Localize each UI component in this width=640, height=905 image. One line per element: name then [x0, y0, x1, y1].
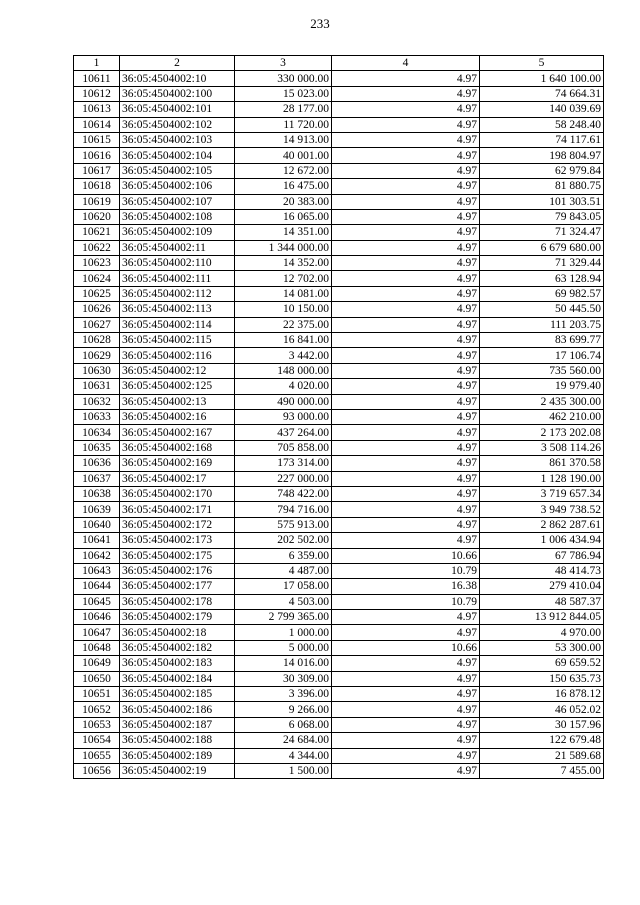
cadastral-number-cell: 36:05:4504002:108 [120, 209, 235, 224]
rate-cell: 4.97 [332, 348, 480, 363]
cadastral-number-cell: 36:05:4504002:106 [120, 179, 235, 194]
cadastral-number-cell: 36:05:4504002:182 [120, 640, 235, 655]
area-cell: 30 309.00 [235, 671, 332, 686]
rate-cell: 4.97 [332, 486, 480, 501]
header-cell-col4: 4 [332, 56, 480, 71]
value-cell: 74 664.31 [480, 86, 604, 101]
row-number-cell: 10625 [74, 286, 120, 301]
value-cell: 150 635.73 [480, 671, 604, 686]
row-number-cell: 10612 [74, 86, 120, 101]
rate-cell: 4.97 [332, 409, 480, 424]
area-cell: 490 000.00 [235, 394, 332, 409]
value-cell: 279 410.04 [480, 579, 604, 594]
table-row [74, 502, 604, 517]
cadastral-number-cell: 36:05:4504002:177 [120, 579, 235, 594]
cadastral-number-cell: 36:05:4504002:19 [120, 763, 235, 778]
value-cell: 6 679 680.00 [480, 240, 604, 255]
value-cell: 3 949 738.52 [480, 502, 604, 517]
rate-cell: 4.97 [332, 148, 480, 163]
rate-cell: 4.97 [332, 517, 480, 532]
table-row [74, 71, 604, 86]
row-number-cell: 10629 [74, 348, 120, 363]
value-cell: 67 786.94 [480, 548, 604, 563]
row-number-cell: 10631 [74, 379, 120, 394]
row-number-cell: 10647 [74, 625, 120, 640]
value-cell: 140 039.69 [480, 102, 604, 117]
rate-cell: 4.97 [332, 333, 480, 348]
row-number-cell: 10633 [74, 409, 120, 424]
row-number-cell: 10656 [74, 763, 120, 778]
value-cell: 2 435 300.00 [480, 394, 604, 409]
cadastral-number-cell: 36:05:4504002:168 [120, 440, 235, 455]
rate-cell: 4.97 [332, 687, 480, 702]
rate-cell: 4.97 [332, 117, 480, 132]
table-row [74, 240, 604, 255]
rate-cell: 10.79 [332, 594, 480, 609]
table-row [74, 440, 604, 455]
value-cell: 50 445.50 [480, 302, 604, 317]
rate-cell: 4.97 [332, 440, 480, 455]
rate-cell: 4.97 [332, 271, 480, 286]
rate-cell: 10.79 [332, 563, 480, 578]
row-number-cell: 10627 [74, 317, 120, 332]
cadastral-number-cell: 36:05:4504002:185 [120, 687, 235, 702]
table-row [74, 563, 604, 578]
area-cell: 705 858.00 [235, 440, 332, 455]
table-row [74, 286, 604, 301]
area-cell: 173 314.00 [235, 456, 332, 471]
row-number-cell: 10642 [74, 548, 120, 563]
cadastral-number-cell: 36:05:4504002:103 [120, 132, 235, 147]
value-cell: 122 679.48 [480, 733, 604, 748]
cadastral-number-cell: 36:05:4504002:104 [120, 148, 235, 163]
cadastral-number-cell: 36:05:4504002:125 [120, 379, 235, 394]
cadastral-number-cell: 36:05:4504002:167 [120, 425, 235, 440]
area-cell: 575 913.00 [235, 517, 332, 532]
cadastral-number-cell: 36:05:4504002:173 [120, 533, 235, 548]
area-cell: 5 000.00 [235, 640, 332, 655]
row-number-cell: 10614 [74, 117, 120, 132]
row-number-cell: 10645 [74, 594, 120, 609]
rate-cell: 16.38 [332, 579, 480, 594]
row-number-cell: 10649 [74, 656, 120, 671]
row-number-cell: 10635 [74, 440, 120, 455]
table-row [74, 86, 604, 101]
table-row [74, 733, 604, 748]
table-row [74, 194, 604, 209]
area-cell: 40 001.00 [235, 148, 332, 163]
cadastral-number-cell: 36:05:4504002:101 [120, 102, 235, 117]
value-cell: 53 300.00 [480, 640, 604, 655]
table-header [74, 56, 604, 71]
cadastral-number-cell: 36:05:4504002:183 [120, 656, 235, 671]
value-cell: 861 370.58 [480, 456, 604, 471]
area-cell: 10 150.00 [235, 302, 332, 317]
row-number-cell: 10628 [74, 333, 120, 348]
table-row [74, 717, 604, 732]
cadastral-number-cell: 36:05:4504002:111 [120, 271, 235, 286]
area-cell: 1 500.00 [235, 763, 332, 778]
page-number: 233 [310, 16, 330, 31]
table-row [74, 102, 604, 117]
cadastral-number-cell: 36:05:4504002:107 [120, 194, 235, 209]
row-number-cell: 10617 [74, 163, 120, 178]
rate-cell: 4.97 [332, 256, 480, 271]
cadastral-number-cell: 36:05:4504002:17 [120, 471, 235, 486]
rate-cell: 10.66 [332, 548, 480, 563]
value-cell: 1 006 434.94 [480, 533, 604, 548]
rate-cell: 4.97 [332, 717, 480, 732]
value-cell: 16 878.12 [480, 687, 604, 702]
rate-cell: 4.97 [332, 71, 480, 86]
table-row [74, 625, 604, 640]
row-number-cell: 10611 [74, 71, 120, 86]
table-row [74, 302, 604, 317]
area-cell: 6 068.00 [235, 717, 332, 732]
area-cell: 14 913.00 [235, 132, 332, 147]
area-cell: 4 344.00 [235, 748, 332, 763]
row-number-cell: 10634 [74, 425, 120, 440]
row-number-cell: 10644 [74, 579, 120, 594]
cadastral-number-cell: 36:05:4504002:172 [120, 517, 235, 532]
cadastral-number-cell: 36:05:4504002:13 [120, 394, 235, 409]
rate-cell: 4.97 [332, 533, 480, 548]
area-cell: 4 487.00 [235, 563, 332, 578]
cadastral-number-cell: 36:05:4504002:169 [120, 456, 235, 471]
rate-cell: 4.97 [332, 610, 480, 625]
value-cell: 46 052.02 [480, 702, 604, 717]
row-number-cell: 10619 [74, 194, 120, 209]
rate-cell: 4.97 [332, 86, 480, 101]
area-cell: 93 000.00 [235, 409, 332, 424]
rate-cell: 4.97 [332, 456, 480, 471]
rate-cell: 4.97 [332, 625, 480, 640]
rate-cell: 4.97 [332, 225, 480, 240]
cadastral-number-cell: 36:05:4504002:102 [120, 117, 235, 132]
value-cell: 62 979.84 [480, 163, 604, 178]
table-row [74, 702, 604, 717]
rate-cell: 4.97 [332, 733, 480, 748]
rate-cell: 4.97 [332, 163, 480, 178]
value-cell: 735 560.00 [480, 363, 604, 378]
table-row [74, 409, 604, 424]
table-row [74, 533, 604, 548]
row-number-cell: 10653 [74, 717, 120, 732]
value-cell: 2 862 287.61 [480, 517, 604, 532]
area-cell: 14 352.00 [235, 256, 332, 271]
cadastral-number-cell: 36:05:4504002:189 [120, 748, 235, 763]
value-cell: 4 970.00 [480, 625, 604, 640]
value-cell: 19 979.40 [480, 379, 604, 394]
value-cell: 13 912 844.05 [480, 610, 604, 625]
cadastral-number-cell: 36:05:4504002:114 [120, 317, 235, 332]
area-cell: 4 020.00 [235, 379, 332, 394]
cadastral-number-cell: 36:05:4504002:188 [120, 733, 235, 748]
area-cell: 6 359.00 [235, 548, 332, 563]
rate-cell: 4.97 [332, 502, 480, 517]
table-body [74, 71, 604, 779]
value-cell: 198 804.97 [480, 148, 604, 163]
row-number-cell: 10652 [74, 702, 120, 717]
table-row [74, 656, 604, 671]
table-row [74, 610, 604, 625]
rate-cell: 4.97 [332, 194, 480, 209]
area-cell: 227 000.00 [235, 471, 332, 486]
row-number-cell: 10623 [74, 256, 120, 271]
value-cell: 48 587.37 [480, 594, 604, 609]
area-cell: 14 081.00 [235, 286, 332, 301]
table-row [74, 486, 604, 501]
row-number-cell: 10622 [74, 240, 120, 255]
table-row [74, 271, 604, 286]
table-row [74, 256, 604, 271]
rate-cell: 4.97 [332, 286, 480, 301]
cadastral-number-cell: 36:05:4504002:115 [120, 333, 235, 348]
area-cell: 16 841.00 [235, 333, 332, 348]
area-cell: 20 383.00 [235, 194, 332, 209]
value-cell: 81 880.75 [480, 179, 604, 194]
area-cell: 12 672.00 [235, 163, 332, 178]
rate-cell: 4.97 [332, 363, 480, 378]
area-cell: 22 375.00 [235, 317, 332, 332]
row-number-cell: 10618 [74, 179, 120, 194]
table-row [74, 548, 604, 563]
table-row [74, 163, 604, 178]
cadastral-number-cell: 36:05:4504002:110 [120, 256, 235, 271]
value-cell: 69 982.57 [480, 286, 604, 301]
area-cell: 16 475.00 [235, 179, 332, 194]
rate-cell: 4.97 [332, 656, 480, 671]
cadastral-number-cell: 36:05:4504002:179 [120, 610, 235, 625]
rate-cell: 4.97 [332, 102, 480, 117]
table-row [74, 148, 604, 163]
value-cell: 21 589.68 [480, 748, 604, 763]
row-number-cell: 10655 [74, 748, 120, 763]
value-cell: 71 329.44 [480, 256, 604, 271]
table-row [74, 671, 604, 686]
area-cell: 202 502.00 [235, 533, 332, 548]
value-cell: 71 324.47 [480, 225, 604, 240]
data-table [73, 55, 604, 779]
area-cell: 1 344 000.00 [235, 240, 332, 255]
area-cell: 3 442.00 [235, 348, 332, 363]
header-cell-col3: 3 [235, 56, 332, 71]
table-row [74, 456, 604, 471]
value-cell: 1 128 190.00 [480, 471, 604, 486]
area-cell: 437 264.00 [235, 425, 332, 440]
row-number-cell: 10641 [74, 533, 120, 548]
rate-cell: 4.97 [332, 748, 480, 763]
area-cell: 148 000.00 [235, 363, 332, 378]
value-cell: 2 173 202.08 [480, 425, 604, 440]
table-row [74, 209, 604, 224]
area-cell: 17 058.00 [235, 579, 332, 594]
cadastral-number-cell: 36:05:4504002:109 [120, 225, 235, 240]
header-cell-col1: 1 [74, 56, 120, 71]
table-row [74, 425, 604, 440]
cadastral-number-cell: 36:05:4504002:113 [120, 302, 235, 317]
cadastral-number-cell: 36:05:4504002:170 [120, 486, 235, 501]
value-cell: 74 117.61 [480, 132, 604, 147]
row-number-cell: 10632 [74, 394, 120, 409]
row-number-cell: 10613 [74, 102, 120, 117]
value-cell: 3 508 114.26 [480, 440, 604, 455]
area-cell: 3 396.00 [235, 687, 332, 702]
cadastral-number-cell: 36:05:4504002:178 [120, 594, 235, 609]
area-cell: 11 720.00 [235, 117, 332, 132]
cadastral-number-cell: 36:05:4504002:112 [120, 286, 235, 301]
row-number-cell: 10620 [74, 209, 120, 224]
table-row [74, 687, 604, 702]
header-cell-col5: 5 [480, 56, 604, 71]
cadastral-number-cell: 36:05:4504002:184 [120, 671, 235, 686]
cadastral-number-cell: 36:05:4504002:175 [120, 548, 235, 563]
value-cell: 83 699.77 [480, 333, 604, 348]
row-number-cell: 10640 [74, 517, 120, 532]
value-cell: 3 719 657.34 [480, 486, 604, 501]
rate-cell: 4.97 [332, 302, 480, 317]
cadastral-number-cell: 36:05:4504002:186 [120, 702, 235, 717]
area-cell: 15 023.00 [235, 86, 332, 101]
row-number-cell: 10615 [74, 132, 120, 147]
table-row [74, 317, 604, 332]
cadastral-number-cell: 36:05:4504002:16 [120, 409, 235, 424]
table-row [74, 348, 604, 363]
table-row [74, 132, 604, 147]
row-number-cell: 10621 [74, 225, 120, 240]
cadastral-number-cell: 36:05:4504002:171 [120, 502, 235, 517]
row-number-cell: 10651 [74, 687, 120, 702]
row-number-cell: 10630 [74, 363, 120, 378]
area-cell: 12 702.00 [235, 271, 332, 286]
area-cell: 14 016.00 [235, 656, 332, 671]
area-cell: 4 503.00 [235, 594, 332, 609]
table-row [74, 579, 604, 594]
rate-cell: 4.97 [332, 394, 480, 409]
row-number-cell: 10639 [74, 502, 120, 517]
table-row [74, 379, 604, 394]
rate-cell: 4.97 [332, 179, 480, 194]
table-row [74, 225, 604, 240]
area-cell: 330 000.00 [235, 71, 332, 86]
value-cell: 101 303.51 [480, 194, 604, 209]
row-number-cell: 10638 [74, 486, 120, 501]
row-number-cell: 10654 [74, 733, 120, 748]
area-cell: 1 000.00 [235, 625, 332, 640]
area-cell: 14 351.00 [235, 225, 332, 240]
rate-cell: 4.97 [332, 317, 480, 332]
rate-cell: 4.97 [332, 379, 480, 394]
table-row [74, 333, 604, 348]
row-number-cell: 10646 [74, 610, 120, 625]
rate-cell: 4.97 [332, 240, 480, 255]
cadastral-number-cell: 36:05:4504002:187 [120, 717, 235, 732]
rate-cell: 4.97 [332, 702, 480, 717]
area-cell: 24 684.00 [235, 733, 332, 748]
value-cell: 462 210.00 [480, 409, 604, 424]
row-number-cell: 10636 [74, 456, 120, 471]
rate-cell: 10.66 [332, 640, 480, 655]
cadastral-number-cell: 36:05:4504002:18 [120, 625, 235, 640]
area-cell: 28 177.00 [235, 102, 332, 117]
value-cell: 63 128.94 [480, 271, 604, 286]
value-cell: 1 640 100.00 [480, 71, 604, 86]
area-cell: 2 799 365.00 [235, 610, 332, 625]
header-cell-col2: 2 [120, 56, 235, 71]
rate-cell: 4.97 [332, 132, 480, 147]
table-row [74, 394, 604, 409]
value-cell: 69 659.52 [480, 656, 604, 671]
cadastral-number-cell: 36:05:4504002:100 [120, 86, 235, 101]
value-cell: 58 248.40 [480, 117, 604, 132]
area-cell: 9 266.00 [235, 702, 332, 717]
row-number-cell: 10648 [74, 640, 120, 655]
cadastral-number-cell: 36:05:4504002:12 [120, 363, 235, 378]
table-row [74, 748, 604, 763]
table-row [74, 517, 604, 532]
value-cell: 111 203.75 [480, 317, 604, 332]
row-number-cell: 10637 [74, 471, 120, 486]
row-number-cell: 10616 [74, 148, 120, 163]
cadastral-number-cell: 36:05:4504002:116 [120, 348, 235, 363]
table-row [74, 763, 604, 778]
rate-cell: 4.97 [332, 425, 480, 440]
table-row [74, 179, 604, 194]
area-cell: 16 065.00 [235, 209, 332, 224]
rate-cell: 4.97 [332, 763, 480, 778]
value-cell: 79 843.05 [480, 209, 604, 224]
value-cell: 7 455.00 [480, 763, 604, 778]
table-row [74, 363, 604, 378]
table-row [74, 594, 604, 609]
value-cell: 30 157.96 [480, 717, 604, 732]
rate-cell: 4.97 [332, 209, 480, 224]
value-cell: 48 414.73 [480, 563, 604, 578]
table-row [74, 117, 604, 132]
cadastral-number-cell: 36:05:4504002:11 [120, 240, 235, 255]
row-number-cell: 10643 [74, 563, 120, 578]
row-number-cell: 10624 [74, 271, 120, 286]
table-row [74, 640, 604, 655]
header-row [74, 56, 604, 71]
area-cell: 748 422.00 [235, 486, 332, 501]
value-cell: 17 106.74 [480, 348, 604, 363]
row-number-cell: 10650 [74, 671, 120, 686]
cadastral-number-cell: 36:05:4504002:176 [120, 563, 235, 578]
cadastral-number-cell: 36:05:4504002:105 [120, 163, 235, 178]
area-cell: 794 716.00 [235, 502, 332, 517]
rate-cell: 4.97 [332, 471, 480, 486]
row-number-cell: 10626 [74, 302, 120, 317]
table-row [74, 471, 604, 486]
cadastral-number-cell: 36:05:4504002:10 [120, 71, 235, 86]
rate-cell: 4.97 [332, 671, 480, 686]
